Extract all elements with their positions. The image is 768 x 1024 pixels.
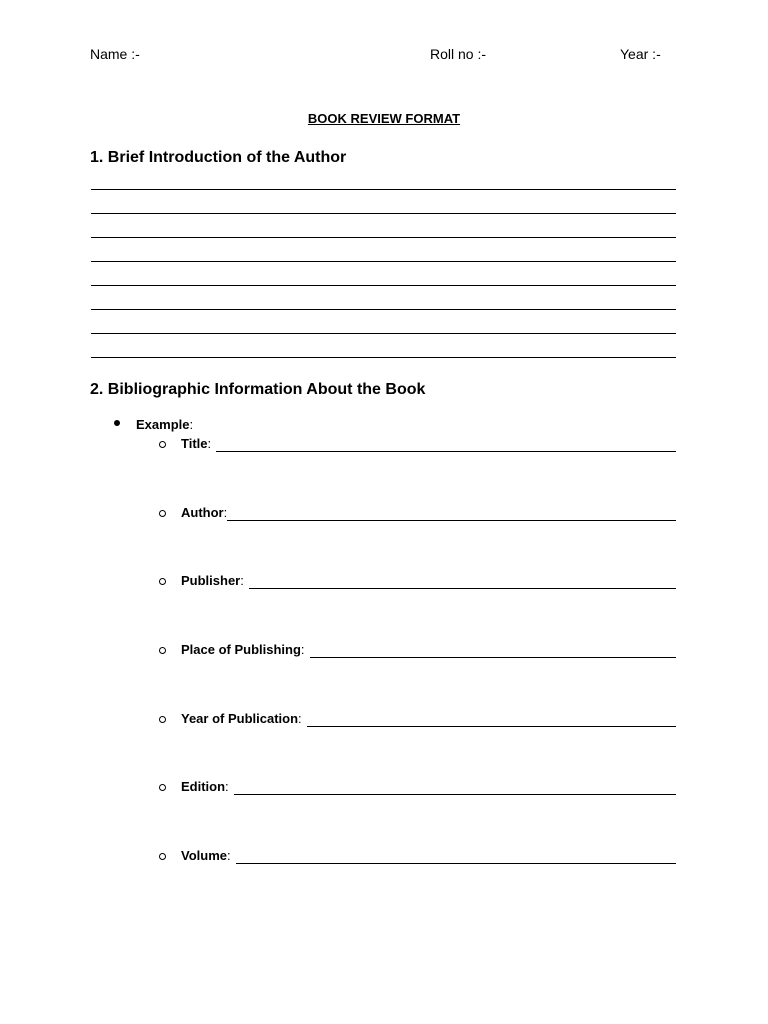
field-label-text: Title bbox=[181, 436, 208, 451]
field-label-colon: : bbox=[300, 642, 305, 657]
field-year-of-publication bbox=[159, 711, 676, 727]
field-answer-line[interactable] bbox=[216, 451, 676, 452]
header-name-label: Name :- bbox=[90, 46, 140, 62]
section-2-heading: 2. Bibliographic Information About the Book bbox=[90, 381, 426, 398]
field-label-colon: : bbox=[223, 505, 228, 520]
field-label-colon: : bbox=[298, 711, 302, 726]
example-suffix: : bbox=[189, 417, 194, 432]
circle-bullet-icon bbox=[159, 510, 166, 517]
circle-bullet-icon bbox=[159, 853, 166, 860]
field-label-text: Edition bbox=[181, 779, 226, 794]
writing-line[interactable] bbox=[91, 309, 676, 310]
writing-line[interactable] bbox=[91, 213, 676, 214]
example-label: Example bbox=[136, 417, 190, 432]
header-roll-label: Roll no :- bbox=[430, 46, 487, 62]
bullet-dot bbox=[114, 420, 120, 426]
field-label bbox=[181, 779, 229, 795]
circle-bullet-icon bbox=[159, 716, 166, 723]
document-title: BOOK REVIEW FORMAT bbox=[307, 111, 461, 126]
field-answer-line[interactable] bbox=[227, 520, 676, 521]
field-answer-line[interactable] bbox=[307, 726, 676, 727]
field-author bbox=[159, 505, 676, 521]
writing-line[interactable] bbox=[91, 261, 676, 262]
field-answer-line[interactable] bbox=[236, 863, 676, 864]
circle-bullet-icon bbox=[159, 784, 166, 791]
field-place-of-publishing bbox=[159, 642, 676, 658]
field-label-text: Publisher bbox=[181, 573, 241, 588]
field-answer-line[interactable] bbox=[249, 588, 676, 589]
field-label-colon: : bbox=[240, 573, 244, 588]
field-label-text: Author bbox=[181, 505, 224, 520]
example-bullet-text bbox=[136, 417, 193, 433]
field-edition bbox=[159, 779, 676, 795]
field-label-colon: : bbox=[225, 779, 229, 794]
circle-bullet-icon bbox=[159, 441, 166, 448]
writing-line[interactable] bbox=[91, 237, 676, 238]
section-1-heading: 1. Brief Introduction of the Author bbox=[90, 149, 347, 166]
field-label bbox=[181, 642, 305, 658]
field-answer-line[interactable] bbox=[310, 657, 676, 658]
writing-line[interactable] bbox=[91, 357, 676, 358]
circle-bullet-icon bbox=[159, 578, 166, 585]
field-label-colon: : bbox=[207, 436, 212, 451]
field-label-text: Volume bbox=[181, 848, 227, 863]
writing-line[interactable] bbox=[91, 333, 676, 334]
field-answer-line[interactable] bbox=[234, 794, 676, 795]
field-label-text: Place of Publishing bbox=[181, 642, 301, 657]
field-label bbox=[181, 436, 211, 452]
field-label bbox=[181, 573, 244, 589]
field-publisher bbox=[159, 573, 676, 589]
field-label-text: Year of Publication bbox=[181, 711, 299, 726]
writing-line[interactable] bbox=[91, 285, 676, 286]
writing-line[interactable] bbox=[91, 189, 676, 190]
field-volume bbox=[159, 848, 676, 864]
header-year-label: Year :- bbox=[620, 46, 661, 62]
field-label bbox=[181, 711, 302, 727]
field-label bbox=[181, 505, 227, 521]
circle-bullet-icon bbox=[159, 647, 166, 654]
field-label bbox=[181, 848, 231, 864]
field-title bbox=[159, 436, 676, 452]
field-label-colon: : bbox=[227, 848, 231, 863]
